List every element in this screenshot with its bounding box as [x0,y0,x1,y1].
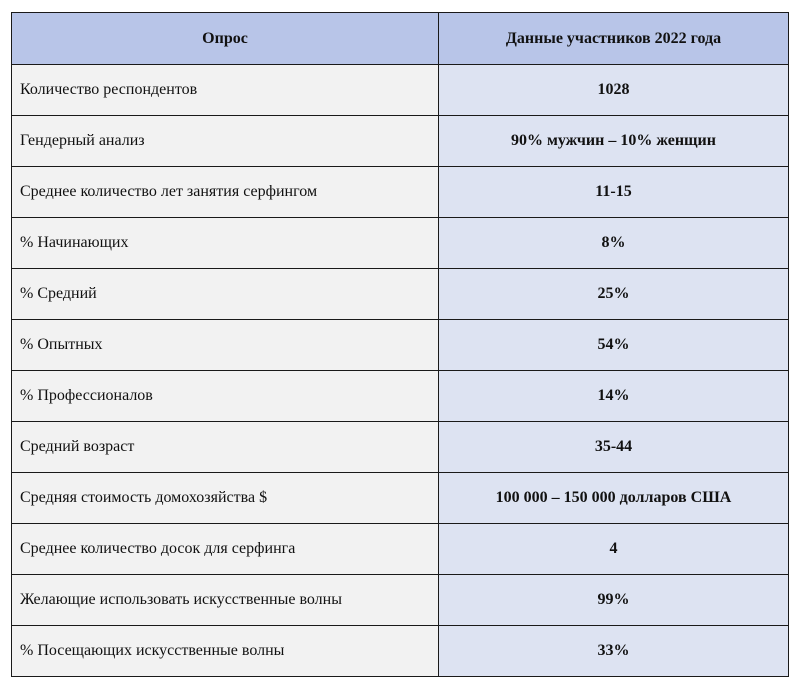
row-value: 33% [439,626,789,677]
header-row [12,13,789,65]
row-label: % Посещающих искусственные волны [12,626,439,677]
row-value: 11-15 [439,167,789,218]
table-body [12,65,789,677]
row-value: 90% мужчин – 10% женщин [439,116,789,167]
row-label: Среднее количество досок для серфинга [12,524,439,575]
row-label: Средняя стоимость домохозяйства $ [12,473,439,524]
row-value: 8% [439,218,789,269]
row-value: 4 [439,524,789,575]
table-row [12,626,789,677]
row-value: 99% [439,575,789,626]
table-row [12,371,789,422]
row-label: % Начинающих [12,218,439,269]
table-row [12,167,789,218]
table-header [12,13,789,65]
header-survey: Опрос [12,13,439,65]
row-value: 14% [439,371,789,422]
row-value: 54% [439,320,789,371]
table-row [12,524,789,575]
table-row [12,575,789,626]
table-row [12,218,789,269]
row-value: 1028 [439,65,789,116]
survey-table [11,12,789,677]
row-label: Количество респондентов [12,65,439,116]
row-value: 35-44 [439,422,789,473]
header-participants-2022: Данные участников 2022 года [439,13,789,65]
row-label: Среднее количество лет занятия серфингом [12,167,439,218]
table-row [12,116,789,167]
row-label: % Средний [12,269,439,320]
table-row [12,320,789,371]
row-value: 100 000 – 150 000 долларов США [439,473,789,524]
row-label: Желающие использовать искусственные волны [12,575,439,626]
table-row [12,65,789,116]
row-label: % Опытных [12,320,439,371]
table-row [12,422,789,473]
row-label: Гендерный анализ [12,116,439,167]
row-value: 25% [439,269,789,320]
table-row [12,269,789,320]
table-row [12,473,789,524]
row-label: Средний возраст [12,422,439,473]
row-label: % Профессионалов [12,371,439,422]
